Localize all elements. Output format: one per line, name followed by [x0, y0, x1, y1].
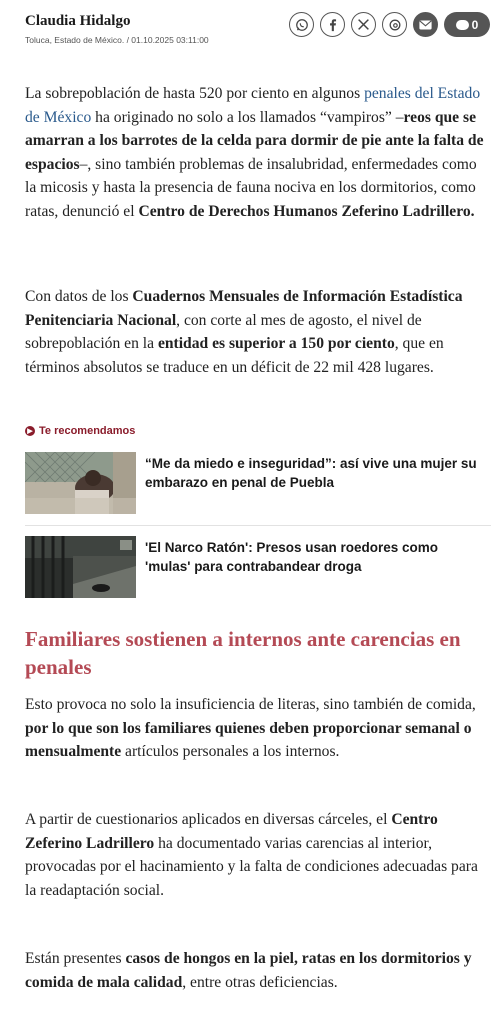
arrow-right-circle-icon: ▶ — [25, 426, 35, 436]
divider — [25, 525, 491, 526]
recommended-item-2[interactable] — [25, 536, 491, 608]
author-name[interactable]: Claudia Hidalgo — [25, 13, 131, 29]
comment-bubble-icon — [456, 20, 469, 30]
article-paragraph-3 — [25, 693, 490, 764]
bold-text: Cuadernos Mensuales de Información Estadística Penitenciaria Nacional — [25, 288, 463, 329]
text-span: La sobrepoblación de hasta 520 por ciento en algunos — [25, 85, 365, 102]
recommended-title — [25, 425, 135, 437]
text-span: –, sino también problemas de insalubridad, enfermedades como la micosis y hasta la presencia de fauna nociva en los dormitorios, como ratas, denunció el — [25, 155, 477, 220]
recommended-thumbnail-1[interactable] — [25, 452, 136, 514]
section-heading: Familiares sostienen a internos ante carencias en penales — [25, 627, 461, 679]
text-span: Con datos de los — [25, 288, 133, 305]
share-bar — [289, 12, 490, 37]
article-paragraph-5 — [25, 947, 490, 994]
comments-button[interactable] — [444, 12, 490, 37]
bold-text: Centro Zeferino Ladrillero — [25, 811, 438, 852]
article-paragraph-4 — [25, 808, 490, 902]
text-span: ha documentado varias carencias al interior, provocadas por el hacinamiento y la falta de condiciones adecuadas para la readaptación social. — [25, 834, 478, 899]
recommended-headline-2[interactable]: 'El Narco Ratón': Presos usan roedores como 'mulas' para contrabandear droga — [145, 540, 438, 574]
recommended-label: Te recomendamos — [39, 425, 136, 437]
bold-text: entidad es superior a 150 por ciento — [157, 335, 395, 352]
text-span: ha originado no solo a los llamados “vampiros” – — [91, 108, 404, 126]
article-paragraph-1 — [25, 82, 490, 223]
text-span: artículos personales a los internos. — [121, 743, 340, 760]
facebook-icon[interactable] — [320, 12, 345, 37]
threads-icon[interactable] — [382, 12, 407, 37]
text-span: A partir de cuestionarios aplicados en diversas cárceles, el — [25, 811, 392, 828]
comments-count: 0 — [471, 17, 479, 32]
text-span: Están presentes — [25, 950, 126, 967]
text-span: Esto provoca no solo la insuficiencia de literas, sino también de comida, — [25, 696, 476, 713]
recommended-headline-1[interactable]: “Me da miedo e inseguridad”: así vive una mujer su embarazo en penal de Puebla — [145, 456, 477, 490]
email-icon[interactable] — [413, 12, 438, 37]
bold-text: por lo que son los familiares quienes deben proporcionar semanal o mensualmente — [25, 719, 472, 760]
text-span: , con corte al mes de agosto, el nivel de sobrepoblación en la — [25, 311, 422, 352]
text-span: , que en términos absolutos se traduce en un déficit de 22 mil 428 lugares. — [25, 335, 444, 376]
recommended-thumbnail-2[interactable] — [25, 536, 136, 598]
bold-text: casos de hongos en la piel, ratas en los dormitorios y comida de mala calidad — [25, 950, 472, 991]
dateline: Toluca, Estado de México. / 01.10.2025 03:11:00 — [25, 35, 209, 45]
link-penales-edomex[interactable]: penales del Estado de México — [25, 85, 481, 126]
x-icon[interactable] — [351, 12, 376, 37]
article-paragraph-2 — [25, 285, 490, 379]
bold-text: reos que se amarran a los barrotes de la celda para dormir de pie ante la falta de espacios — [25, 108, 484, 173]
bold-text: Centro de Derechos Humanos Zeferino Ladrillero. — [138, 202, 475, 220]
text-span: , entre otras deficiencias. — [182, 973, 338, 991]
recommended-item-1[interactable] — [25, 452, 491, 524]
whatsapp-icon[interactable] — [289, 12, 314, 37]
article-header — [25, 12, 490, 52]
